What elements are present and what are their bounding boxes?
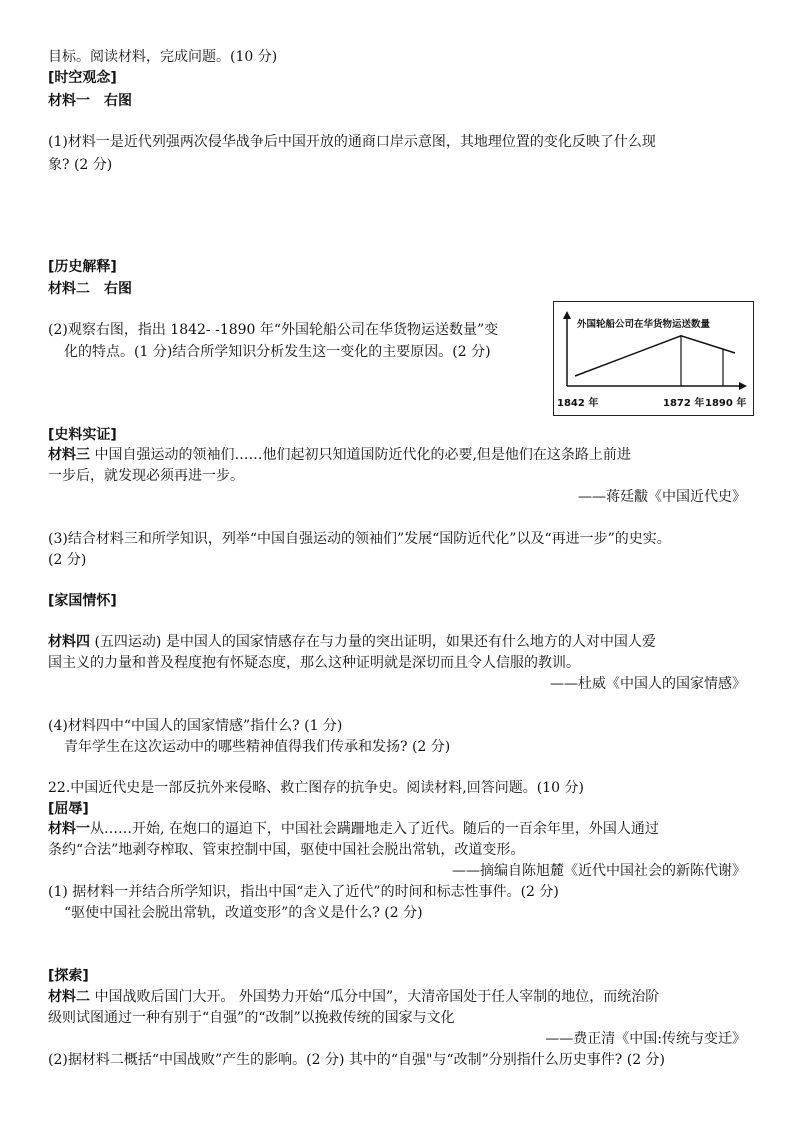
question-stem: 22.中国近代史是一部反抗外来侵略、救亡图存的抗争史。阅读材料,回答问题。(10 分): [48, 780, 584, 796]
material-body: (五四运动) 是中国人的国家情感存在与力量的突出证明，如果还有什么地方的人对中国人爱: [90, 634, 656, 650]
material-label: 材料二 右图: [48, 281, 132, 297]
citation: ——摘编自陈旭麓《近代中国社会的新陈代谢》: [452, 863, 746, 879]
material-text: 国主义的力量和普及程度抱有怀疑态度，那么这种证明就是深切而且令人信服的教训。: [48, 655, 580, 671]
material-label: 材料三: [48, 447, 90, 463]
shipping-volume-chart: [553, 301, 754, 416]
trend-line: [575, 336, 735, 376]
chart-title: 外国轮船公司在华货物运送数量: [577, 319, 711, 330]
intro-line: 目标。阅读材料，完成问题。(10 分): [48, 49, 278, 65]
section-heading: [历史解释]: [48, 259, 117, 275]
citation: ——蒋廷黻《中国近代史》: [578, 489, 746, 505]
question-text: 象? (2 分): [48, 157, 113, 173]
question-text: 青年学生在这次运动中的哪些精神值得我们传承和发扬? (2 分): [64, 739, 451, 755]
citation: ——杜威《中国人的国家情感》: [550, 676, 746, 692]
material-label: 材料一: [48, 821, 90, 837]
material-text: [48, 632, 656, 652]
question-text: (1) 据材料一并结合所学知识，指出中国“走入了近代”的时间和标志性事件。(2 分): [48, 884, 559, 900]
citation: ——费正清《中国:传统与变迁》: [545, 1031, 746, 1047]
section-heading: [探索]: [48, 968, 89, 984]
x-axis-arrow: [739, 382, 747, 390]
material-text: 级则试图通过一种有别于“自强”的“改制”以挽救传统的国家与文化: [48, 1010, 455, 1026]
material-text: 一步后，就发现必须再进一步。: [48, 468, 244, 484]
section-heading: [时空观念]: [48, 70, 117, 86]
question-text: (2 分): [48, 552, 87, 568]
material-label: 材料二: [48, 989, 90, 1005]
material-body: 从……开始, 在炮口的逼迫下，中国社会蹒跚地走入了近代。随后的一百余年里，外国人通过: [90, 821, 659, 837]
question-text: (3)结合材料三和所学知识，列举“中国自强运动的领袖们”发展“国防近代化”以及“再进一步”的史实。: [48, 531, 671, 547]
x-tick-label: 1890 年: [705, 398, 747, 409]
material-text: 条约“合法”地剥夺榨取、管束控制中国，驱使中国社会脱出常轨，改道变形。: [48, 842, 525, 858]
question-text: (2)观察右图，指出 1842- -1890 年“外国轮船公司在华货物运送数量”变: [48, 322, 499, 338]
material-text: [48, 987, 659, 1007]
question-text: (4)材料四中“中国人的国家情感”指什么? (1 分): [48, 718, 343, 734]
x-tick-label: 1842 年: [557, 398, 599, 409]
question-text: 化的特点。(1 分)结合所学知识分析发生这一变化的主要原因。(2 分): [64, 344, 491, 360]
question-text: “驱使中国社会脱出常轨，改道变形”的含义是什么? (2 分): [64, 905, 423, 921]
section-heading: [家国情怀]: [48, 593, 117, 609]
material-text: [48, 819, 659, 839]
material-body: 中国自强运动的领袖们……他们起初只知道国防近代化的必要,但是他们在这条路上前进: [90, 447, 631, 463]
material-text: [48, 445, 631, 465]
question-text: (2)据材料二概括“中国战败”产生的影响。(2 分) 其中的“自强"与“改制”分别指什么历史事件? (2 分): [48, 1052, 666, 1068]
material-label: 材料一 右图: [48, 93, 132, 109]
section-heading: [屈辱]: [48, 801, 89, 817]
material-label: 材料四: [48, 634, 90, 650]
question-text: (1)材料一是近代列强两次侵华战争后中国开放的通商口岸示意图，其地理位置的变化反映了什么现: [48, 134, 656, 150]
section-heading: [史料实证]: [48, 427, 117, 443]
y-axis-arrow: [563, 311, 571, 319]
x-tick-label: 1872 年: [663, 398, 705, 409]
material-body: 中国战败后国门大开。 外国势力开始“瓜分中国”，大清帝国处于任人宰制的地位，而统治阶: [90, 989, 660, 1005]
